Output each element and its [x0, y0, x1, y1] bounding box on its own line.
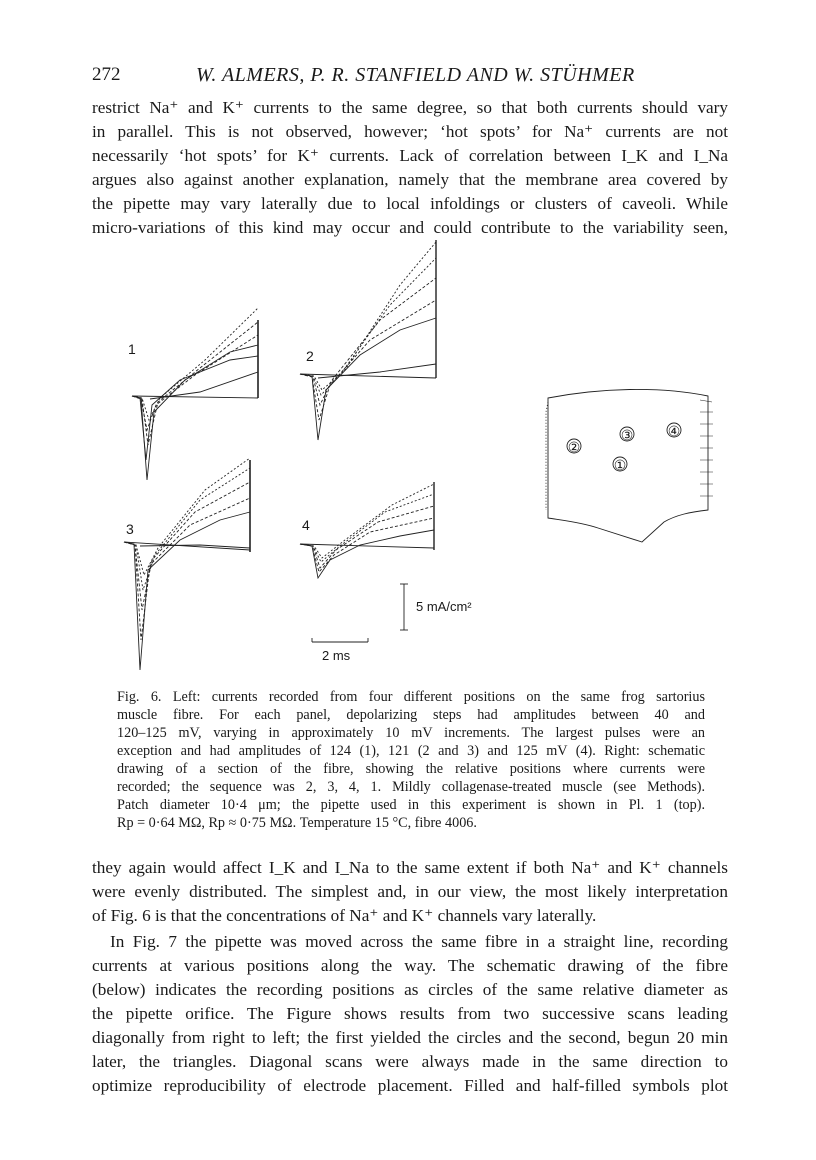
body-line: In Fig. 7 the pipette was moved across the same fibre in a straight line, recording: [110, 932, 728, 951]
body-line: the pipette orifice. The Figure shows results from two successive scans leading: [92, 1004, 728, 1023]
position-marker-1: ①: [613, 457, 627, 473]
scale-label-current: 5 mA/cm²: [416, 599, 472, 614]
figure-caption-line: drawing of a section of the fibre, showing the relative positions where currents were: [117, 761, 705, 777]
body-line: later, the triangles. Diagonal scans were always made in the same direction to: [92, 1052, 728, 1071]
fibre-schematic: [546, 389, 713, 542]
body-line: they again would affect I_K and I_Na to the same extent if both Na⁺ and K⁺ channels: [92, 858, 728, 877]
panel-label-1: 1: [128, 341, 136, 357]
body-line: necessarily ‘hot spots’ for K⁺ currents. Lack of correlation between I_K and I_Na: [92, 146, 728, 165]
trace-panel-3: [124, 458, 250, 670]
running-header-authors: W. ALMERS, P. R. STANFIELD AND W. STÜHMER: [196, 64, 635, 86]
figure-caption-line: recorded; the sequence was 2, 3, 4, 1. Mildly collagenase-treated muscle (see Methods).: [117, 779, 705, 795]
position-marker-4: ④: [667, 423, 681, 439]
scale-bar-time: [312, 638, 368, 642]
panel-label-3: 3: [126, 521, 134, 537]
body-line: of Fig. 6 is that the concentrations of Na⁺ and K⁺ channels vary laterally.: [92, 906, 597, 925]
figure-caption-line: 120–125 mV, varying in approximately 10 mV increments. The largest pulses were an: [117, 725, 705, 741]
trace-panel-4: [300, 482, 434, 578]
body-line: argues also against another explanation, namely that the membrane area covered by: [92, 170, 728, 189]
body-line: optimize reproducibility of electrode placement. Filled and half-filled symbols plot: [92, 1076, 728, 1095]
figure-caption-line: Patch diameter 10·4 μm; the pipette used in this experiment is shown in Pl. 1 (top).: [117, 797, 705, 813]
body-line: restrict Na⁺ and K⁺ currents to the same degree, so that both currents should vary: [92, 98, 728, 117]
trace-panel-2: [300, 240, 436, 440]
figure-caption-line: Fig. 6. Left: currents recorded from four different positions on the same frog sartorius: [117, 689, 705, 705]
page-number: 272: [92, 64, 121, 85]
body-line: currents at various positions along the way. The schematic drawing of the fibre: [92, 956, 728, 975]
body-line: (below) indicates the recording positions as circles of the same relative diameter as: [92, 980, 728, 999]
body-line: micro-variations of this kind may occur and could contribute to the variability seen,: [92, 218, 728, 237]
panel-label-4: 4: [302, 517, 310, 533]
body-line: in parallel. This is not observed, however; ‘hot spots’ for Na⁺ currents are not: [92, 122, 728, 141]
panel-label-2: 2: [306, 348, 314, 364]
trace-panel-1: [132, 308, 258, 480]
body-line: diagonally from right to left; the first yielded the circles and the second, begun 20 min: [92, 1028, 728, 1047]
position-marker-2: ②: [567, 439, 581, 455]
position-marker-3: ③: [620, 427, 634, 443]
figure-caption-line: muscle fibre. For each panel, depolarizing steps had amplitudes between 40 and: [117, 707, 705, 723]
scale-bar-current: [400, 584, 408, 630]
figure-caption-line: Rp = 0·64 MΩ, Rp ≈ 0·75 MΩ. Temperature 15 °C, fibre 4006.: [117, 815, 477, 831]
body-line: were evenly distributed. The simplest and, in our view, the most likely interpretation: [92, 882, 728, 901]
figure-caption-line: exception and had amplitudes of 124 (1), 121 (2 and 3) and 125 mV (4). Right: schematic: [117, 743, 705, 759]
body-line: the pipette may vary laterally due to local infoldings or clusters of caveoli. While: [92, 194, 728, 213]
scale-label-time: 2 ms: [322, 648, 351, 663]
